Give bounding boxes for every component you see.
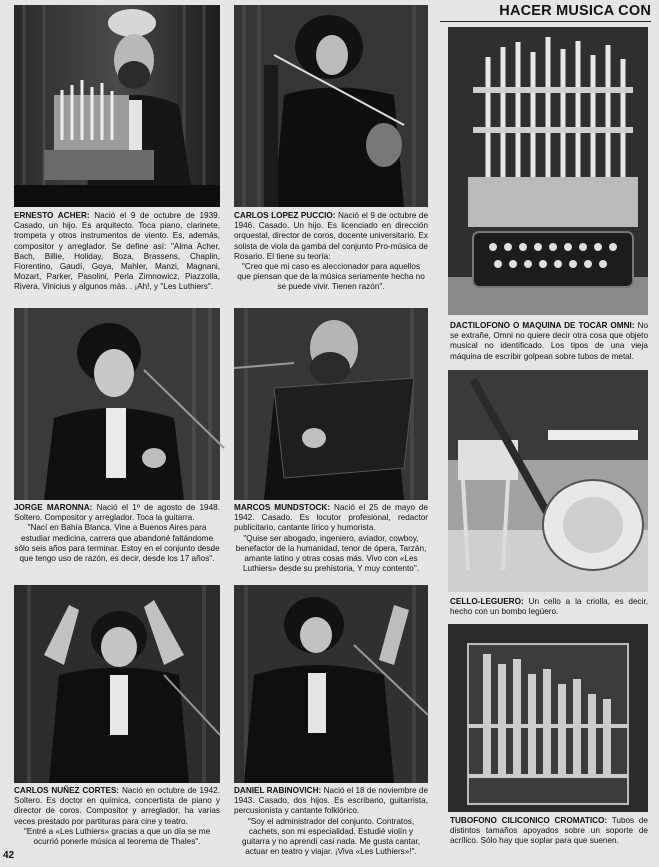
- caption-marcos-mundstock: [234, 503, 428, 583]
- caption-name: ERNESTO ACHER:: [14, 211, 90, 220]
- caption-jorge-maronna: [14, 503, 220, 583]
- caption-text: No se extrañe, Omni no quiere decir otra cosa que objeto musical no identificado. Los tipos de una vieja máquina de escribir golpean sobre tubos de metal.: [450, 321, 648, 361]
- photo-tubofono: [448, 624, 648, 812]
- caption-name: DANIEL RABINOVICH:: [234, 786, 322, 795]
- caption-text: Un cello a la criolla, es decir, hecho con un bombo legüero.: [450, 597, 648, 617]
- photo-jorge-maronna: [14, 308, 220, 500]
- page-header-title: HACER MUSICA CON: [499, 3, 651, 19]
- caption-quote: "Soy el administrador del conjunto. Contratos, cachets, son mi especialidad. Estudié violín y guitarra y no aprendí casi nada. Me gusta cantar, actuar en teatro y viajar. ¡Viva «Les Luthiers»!".: [242, 816, 420, 857]
- caption-daniel-rabinovich: [234, 786, 429, 857]
- photo-marcos-mundstock: [234, 308, 428, 500]
- caption-text: Nació el 1º de agosto de 1948. Soltero. Compositor y arreglador. Toca la guitarra.: [14, 503, 220, 523]
- caption-text: Nació el 9 de octubre de 1946. Casado. Un hijo. Es licenciado en dirección orquestal, director de coros, docente universitario. Ex solista de viola da gamba del conjunto Pro-música de Rosario. El tiene su teoría:: [234, 211, 429, 261]
- caption-quote: "Quise ser abogado, ingeniero, aviador, cowboy, benefactor de la humanidad, tenor de ópera, Tarzán, amante latino y otras cosas más. Vivo con «Les Luthiers» desde su prehistoria, Y muy contento".: [235, 533, 427, 574]
- caption-carlos-nunez-cortes: [14, 786, 220, 848]
- caption-text: Nació el 18 de noviembre de 1943. Casado, dos hijos. Es escribano, guitarrista, percusionista y cantante folklórico.: [234, 786, 429, 816]
- photo-daniel-rabinovich: [234, 585, 428, 783]
- caption-name: CELLO-LEGUERO:: [450, 597, 524, 606]
- caption-cello-leguero: [450, 597, 648, 621]
- caption-text: Nació en octubre de 1942. Soltero. Es doctor en química, concertista de piano y director de coros. Compositor y arreglador, ha varias veces prestado por partituras para cine y teatro.: [14, 786, 220, 826]
- caption-name: TUBOFONO CILICONICO CROMATICO:: [450, 816, 608, 825]
- caption-dactilofono: [450, 321, 648, 369]
- photo-dactilofono: [448, 27, 648, 315]
- caption-text: Tubos de distintos tamaños apoyados sobre un soporte de acrílico. Sólo hay que soplar para que suenen.: [450, 816, 648, 846]
- caption-tubofono: [450, 816, 648, 850]
- caption-name: JORGE MARONNA:: [14, 503, 93, 512]
- header-rule: [440, 21, 651, 22]
- photo-carlos-nunez-cortes: [14, 585, 220, 783]
- caption-name: DACTILOFONO O MAQUINA DE TOCAR OMNI:: [450, 321, 635, 330]
- caption-quote: "Entré a «Les Luthiers» gracias a que un día se me ocurrió ponerle música al teorema de Thales".: [23, 826, 211, 847]
- caption-text: Nació el 9 de octubre de 1939. Casado, un hijo. Es arquitecto. Toca piano, clarinete, trompeta y otros instrumentos de viento. Es, además, compositor y arreglador. Se define así: "Alma Acher, Bach, Billie, Holiday, Boza, Brassens, Chaplin, Fiorentino, Gaudí, Goya, Mahler, Manzi, Magnani, Mozart, Parker, Pasolini, Perla Zimnowicz, Piazzolla, Rivera, Vinicius y algunos más. . ¡Ah!, y "Les Luthiers".: [14, 211, 220, 292]
- caption-text: Nació el 25 de mayo de 1942. Casado. Es locutor profesional, redactor publicitario, cantante lírico y humorista.: [234, 503, 428, 533]
- photo-cello-leguero: [448, 370, 648, 592]
- photo-carlos-lopez-puccio: [234, 5, 428, 207]
- caption-quote: "Creo que mi caso es aleccionador para aquellos que piensan que de la música seriamente hecha no se puede vivir. Tienen razón".: [237, 262, 425, 292]
- page-number: 42: [3, 850, 15, 861]
- caption-name: MARCOS MUNDSTOCK:: [234, 503, 331, 512]
- caption-carlos-lopez-puccio: [234, 211, 428, 301]
- photo-ernesto-acher: [14, 5, 220, 207]
- caption-ernesto-acher: [14, 211, 220, 301]
- caption-name: CARLOS NUÑEZ CORTES:: [14, 786, 120, 795]
- caption-quote: "Nací en Bahía Blanca. Vine a Buenos Aires para estudiar medicina, carrera que abandoné faltándome sólo seis años para terminar. Estoy en el conjunto desde que tengo uso de razón, es decir, desde los 17 años".: [14, 523, 220, 564]
- caption-name: CARLOS LOPEZ PUCCIO:: [234, 211, 336, 220]
